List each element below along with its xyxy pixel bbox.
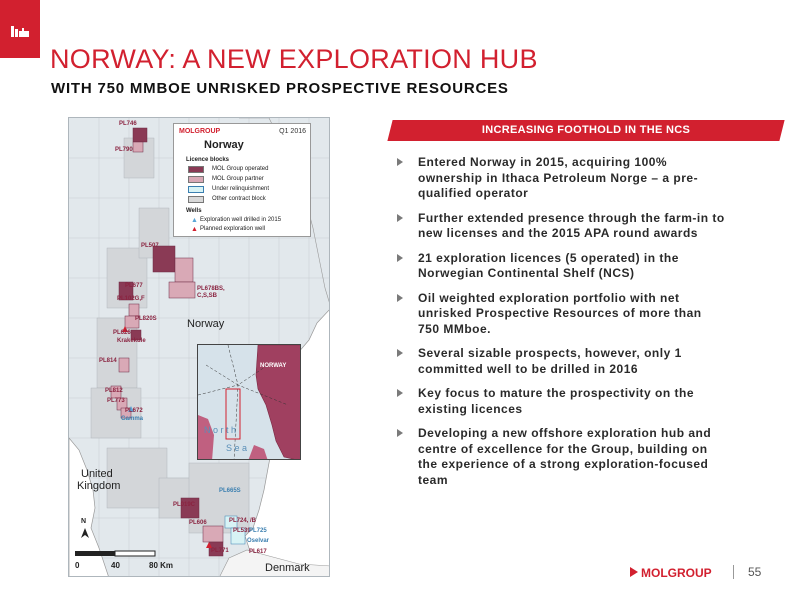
bullet-arrow-icon — [397, 349, 403, 357]
page-subtitle: WITH 750 MMBOE UNRISKED PROSPECTIVE RESOURCES — [51, 80, 509, 97]
map-label-pl820s: PL820S — [135, 316, 157, 322]
map-label-oselvar: Oselvar — [247, 538, 270, 544]
map-label-pl507: PL507 — [141, 243, 159, 249]
footer-brand: MOLGROUP — [630, 566, 712, 580]
map-label-pl725: PL725 — [249, 528, 267, 534]
list-item: Oil weighted exploration portfolio with net unrisked Prospective Resources of more than 750 MMboe. — [396, 291, 726, 338]
legend-swatch — [188, 176, 204, 183]
inset-label-norway: NORWAY — [260, 363, 287, 369]
scale-label-0: 0 — [75, 561, 80, 570]
licence-map — [68, 117, 330, 577]
map-label-pl773: PL773 — [107, 398, 125, 404]
legend-brand: MOLGROUP — [179, 128, 221, 135]
inset-map — [197, 344, 301, 460]
list-item: Several sizable prospects, however, only 1 committed well to be drilled in 2016 — [396, 346, 726, 377]
legend-item-operated: MOL Group operated — [188, 166, 308, 174]
map-label-pl677: PL677 — [125, 283, 143, 289]
country-label-norway: Norway — [187, 318, 225, 330]
refinery-icon — [11, 23, 29, 37]
brand-triangle-icon — [630, 567, 638, 577]
legend-swatch — [188, 166, 204, 173]
list-item: Further extended presence through the farm-in to new licenses and the 2015 APA round awards — [396, 211, 726, 242]
legend-swatch — [188, 196, 204, 203]
brand-logo-box — [0, 0, 40, 58]
list-item: 21 exploration licences (5 operated) in the Norwegian Continental Shelf (NCS) — [396, 251, 726, 282]
bullet-arrow-icon — [397, 158, 403, 166]
map-label-pl812: PL812 — [105, 388, 123, 394]
list-item: Developing a new offshore exploration hub and centre of excellence for the Group, building on the experience of a strong exploration-focused team — [396, 426, 726, 488]
map-label-pl814: PL814 — [99, 358, 117, 364]
map-label-pl771: PL771 — [211, 548, 229, 554]
country-label-uk-1: United — [81, 468, 113, 480]
map-label-pl678bs: PL678BS, — [197, 286, 225, 292]
map-label-pl617: PL617 — [249, 549, 267, 555]
bullet-arrow-icon — [397, 389, 403, 397]
map-label-pl102: PL102G,F — [117, 296, 145, 302]
legend-item-partner: MOL Group partner — [188, 176, 308, 184]
bullet-arrow-icon — [397, 429, 403, 437]
well-drilled-icon: ▲ — [191, 217, 198, 224]
legend-item-relinquishment: Under relinquishment — [188, 186, 308, 194]
legend-well-planned: ▲ Planned exploration well — [191, 226, 266, 233]
map-legend — [173, 123, 311, 237]
map-label-pl539: PL539 — [233, 528, 251, 534]
list-item: Key focus to mature the prospectivity on the existing licences — [396, 386, 726, 417]
bullet-arrow-icon — [397, 254, 403, 262]
map-label-pl672: PL672 — [125, 408, 143, 414]
inset-label-sea: S e a — [226, 443, 248, 453]
inset-label-north: N o r t h — [204, 425, 237, 435]
legend-licence-heading: Licence blocks — [186, 157, 230, 163]
well-planned-icon: ▲ — [191, 226, 198, 233]
scale-label-80: 80 Km — [149, 561, 174, 570]
map-label-pl724: PL724, /B — [229, 518, 257, 524]
legend-swatch — [188, 186, 204, 193]
map-label-gamma: Gamma — [121, 416, 144, 422]
legend-title: Norway — [204, 139, 244, 151]
map-label-pl019c: PL019C — [173, 502, 196, 508]
map-label-pl606: PL606 — [189, 520, 207, 526]
bullet-arrow-icon — [397, 294, 403, 302]
country-label-uk-2: Kingdom — [77, 480, 121, 492]
bullet-list — [396, 155, 726, 497]
page-title: NORWAY: A NEW EXPLORATION HUB — [50, 44, 538, 74]
legend-date: Q1 2016 — [279, 128, 306, 135]
scale-label-40: 40 — [111, 561, 120, 570]
legend-item-other: Other contract block — [188, 196, 308, 204]
map-label-pl626: PL626 — [113, 330, 131, 336]
north-arrow-label: N — [81, 518, 87, 525]
map-label-pl790: PL790 — [115, 147, 133, 153]
country-label-denmark: Denmark — [265, 562, 310, 574]
scale-bar — [75, 550, 165, 558]
map-label-pl665s: PL665S — [219, 488, 241, 494]
map-label-pl678bs-2: C,S,SB — [197, 293, 218, 299]
map-label-pl746: PL746 — [119, 121, 137, 127]
legend-well-drilled: ▲ Exploration well drilled in 2015 — [191, 217, 282, 224]
legend-wells-heading: Wells — [186, 208, 202, 214]
map-label-krakekule: Krakekule — [117, 338, 146, 344]
list-item: Entered Norway in 2015, acquiring 100% ownership in Ithaca Petroleum Norge – a pre-qualified operator — [396, 155, 726, 202]
bullet-arrow-icon — [397, 214, 403, 222]
section-banner-text: INCREASING FOOTHOLD IN THE NCS — [481, 124, 691, 136]
footer-separator — [733, 565, 734, 579]
page-number: 55 — [748, 565, 762, 579]
